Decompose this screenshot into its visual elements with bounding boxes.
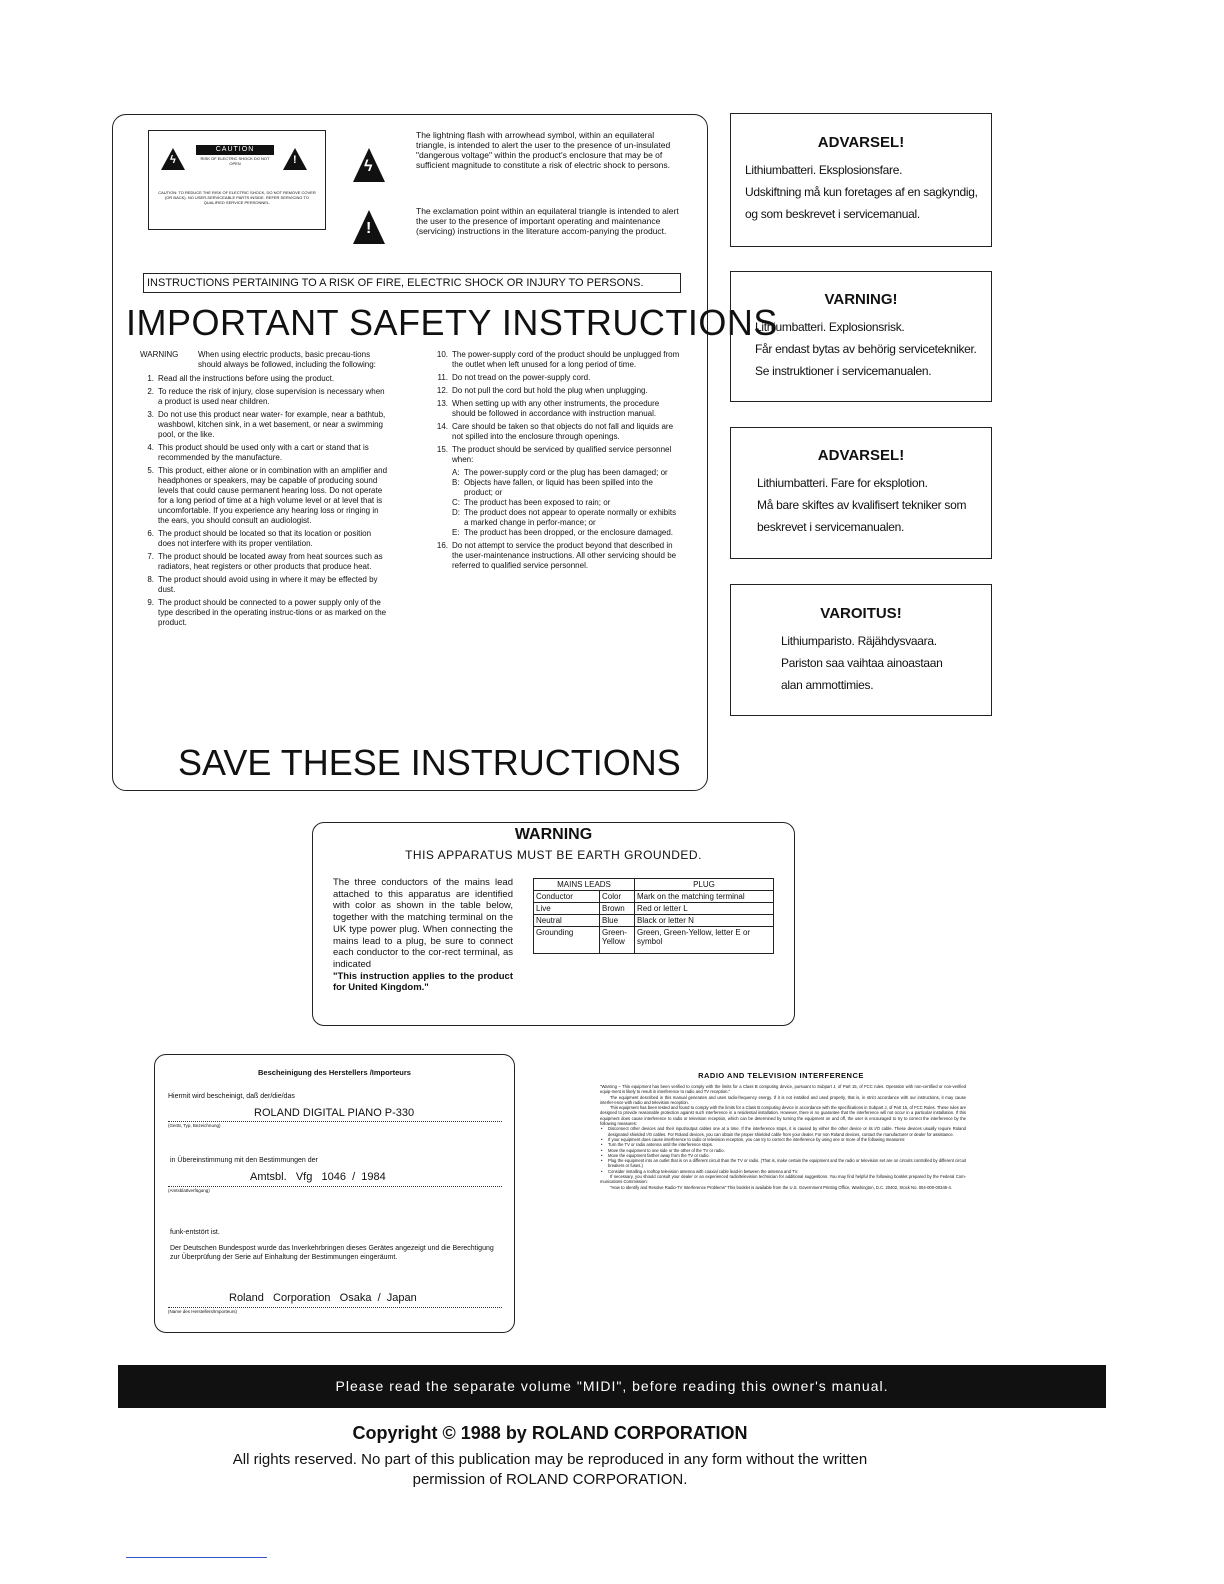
cert-caption1: (Gerät, Typ, Bezeichnung) <box>168 1123 221 1128</box>
rf-bullet: • Move the equipment to one side or the other of the TV or radio. <box>601 1147 725 1153</box>
exclamation-triangle-icon: ! <box>353 210 385 244</box>
earth-warning-subtitle: THIS APPARATUS MUST BE EARTH GROUNDED. <box>405 848 702 862</box>
bullet-icon: • <box>601 1126 603 1132</box>
nordic-line: Får endast bytas av behörig servicetekniker. <box>755 342 977 356</box>
nordic-line: og som beskrevet i servicemanual. <box>745 207 920 221</box>
instruction-item: 4. This product should be used only with a cart or stand that is recommended by the manufacture. <box>147 443 369 462</box>
cert-paragraph: Der Deutschen Bundespost wurde das Inverkehrbringen dieses Gerätes angezeigt und die Berechtigung zur Überprüfung der Serie auf Einhaltung der Bestimmungen eingeräumt. <box>170 1245 494 1261</box>
table-row: Live Brown Red or letter L <box>534 903 774 915</box>
nordic-line: Må bare skiftes av kvalifisert tekniker som <box>757 498 967 512</box>
cert-line3: funk-entstört ist. <box>170 1229 220 1236</box>
instruction-item: 2. To reduce the risk of injury, close supervision is necessary when a product is used near children. <box>147 387 385 406</box>
table-header: Mark on the matching terminal <box>635 891 774 903</box>
left-instruction-list <box>140 374 388 628</box>
service-condition: C: The product has been exposed to rain; or <box>452 498 611 507</box>
instruction-item: 12. Do not pull the cord but hold the plug when unplugging. <box>436 386 648 395</box>
instruction-item: 7. The product should be located away from heat sources such as radiators, heat registers or other products that produce heat. <box>147 552 383 571</box>
caution-sub: RISK OF ELECTRIC SHOCK DO NOT OPEN <box>200 156 270 166</box>
instruction-item: 1. Read all the instructions before using the product. <box>147 374 335 383</box>
service-conditions-list <box>434 468 682 538</box>
caution-text: CAUTION: TO REDUCE THE RISK OF ELECTRIC SHOCK, DO NOT REMOVE COVER (OR BACK). NO USER-SERVICEABLE PARTS INSIDE. REFER SERVICING TO QUALIFIED SERVICE PERSONNEL. <box>158 190 316 205</box>
nordic-title: ADVARSEL! <box>817 134 905 151</box>
nordic-line: beskrevet i servicemanualen. <box>757 520 905 534</box>
cert-caption2: (Amtsblattverfügung) <box>168 1188 210 1193</box>
instruction-item: 11. Do not tread on the power-supply cord. <box>437 373 591 382</box>
cert-line2: in Übereinstimmung mit den Bestimmungen der <box>170 1157 318 1164</box>
table-header: Color <box>600 891 635 903</box>
service-condition: E: The product has been dropped, or the enclosure damaged. <box>452 528 674 537</box>
service-condition: D: The product does not appear to operate normally or exhibits a marked change in perfor-mance; or <box>452 508 677 527</box>
table-row: Neutral Blue Black or letter N <box>534 915 774 927</box>
lightning-warning-icon: ϟ <box>161 148 185 170</box>
table-row: Grounding Green-Yellow Green, Green-Yellow, letter E or symbol <box>534 927 774 954</box>
cert-dotline <box>168 1307 502 1308</box>
right-instruction-list <box>434 350 682 465</box>
nordic-warning-danish <box>730 113 992 247</box>
nordic-title: VARNING! <box>824 291 898 308</box>
instruction-item: 13. When setting up with any other instruments, the procedure should be followed in accordance with instruction manual. <box>436 399 660 418</box>
cert-dotline <box>168 1186 502 1187</box>
midi-notice-bar: Please read the separate volume "MIDI", before reading this owner's manual. <box>118 1365 1106 1408</box>
rf-bullet: • Consider installing a rooftop television antenna with coaxial cable lead-in between the antenna and TV. <box>601 1168 799 1174</box>
instruction-item-16: 16. Do not attempt to service the product beyond that described in the user-maintenance instructions. All other servicing should be referred to qualified service personnel. <box>436 541 677 570</box>
nordic-line: Lithiumparisto. Räjähdysvaara. <box>781 634 937 648</box>
bullet-icon: • <box>601 1158 603 1164</box>
lightning-triangle-icon: ϟ <box>353 148 385 182</box>
bullet-icon: • <box>601 1136 603 1142</box>
instruction-item: 10. The power-supply cord of the product should be unplugged from the outlet when left unused for a long period of time. <box>436 350 680 369</box>
cert-amtsbl: Amtsbl. Vfg 1046 / 1984 <box>250 1171 386 1183</box>
earth-warning-title: WARNING <box>514 826 593 843</box>
nordic-line: Lithiumbatteri. Fare for eksplotion. <box>757 476 928 490</box>
instruction-item: 3. Do not use this product near water- for example, near a bathtub, washbowl, kitchen sink, in a wet basement, or near a swimming pool, or the like. <box>147 410 386 439</box>
right-column <box>434 350 682 574</box>
rf-bullet: • If your equipment does cause interference to radio or television reception, you can try to correct the interference by using one or more of the following measures: <box>601 1136 906 1142</box>
save-instructions-title: SAVE THESE INSTRUCTIONS <box>178 742 681 783</box>
instruction-item: 6. The product should be located so that its location or position does not interfere with its proper ventilation. <box>147 529 372 548</box>
exclamation-symbol-text: The exclamation point within an equilateral triangle is intended to alert the user to the presence of important operating and maintenance (servicing) instructions in the literature accom-panying the product. <box>416 206 679 236</box>
service-condition: B: Objects have fallen, or liquid has been spilled into the product; or <box>452 478 654 497</box>
nordic-line: Pariston saa vaihtaa ainoastaan <box>781 656 943 670</box>
nordic-warning-norwegian <box>730 427 992 559</box>
nordic-line: Udskiftning må kun foretages af en sagkyndig, <box>745 185 978 199</box>
cert-product: ROLAND DIGITAL PIANO P-330 <box>254 1107 415 1119</box>
bullet-icon: • <box>601 1147 603 1153</box>
cert-dotline <box>168 1121 502 1122</box>
cert-maker: Roland Corporation Osaka / Japan <box>229 1292 417 1304</box>
earth-warning-bold: "This instruction applies to the product for United Kingdom." <box>333 970 513 994</box>
nordic-line: Lithiumbatteri. Eksplosionsfare. <box>745 163 903 177</box>
nordic-warning-swedish <box>730 271 992 402</box>
copyright: Copyright © 1988 by ROLAND CORPORATION <box>352 1423 748 1443</box>
bullet-icon: • <box>601 1152 603 1158</box>
instruction-item: 9. The product should be connected to a power supply only of the type described in the operating instruc-tions or as marked on the product. <box>147 598 387 627</box>
warning-text: When using electric products, basic precau-tions should always be followed, including the following: <box>198 350 376 369</box>
rights-statement: All rights reserved. No part of this publication may be reproduced in any form without the written permission of ROLAND CORPORATION. <box>232 1451 868 1488</box>
warning-intro <box>140 350 388 370</box>
instruction-item: 5. This product, either alone or in combination with an amplifier and headphones or speakers, may be capable of producing sound levels that could cause permanent hearing loss. Do not operate for a long period of time at a high volume level or at level that is uncomfortable. If you experience any hearing loss or ringing in the ears, you should consult an audiologist. <box>147 466 388 525</box>
nordic-line: Se instruktioner i servicemanualen. <box>755 364 932 378</box>
rf-bullet: • Plug the equipment into an outlet that is on a different circuit than the TV or radio. (That is, make certain the equipment and the radio or television set are on circuits controlled by different circuit breakers or fuses.) <box>601 1158 966 1169</box>
footer-rule <box>126 1557 267 1558</box>
nordic-title: VAROITUS! <box>820 605 902 622</box>
nordic-title: ADVARSEL! <box>817 447 905 464</box>
instruction-item: 8. The product should avoid using in where it may be effected by dust. <box>147 575 378 594</box>
exclamation-warning-icon: ! <box>283 148 307 170</box>
rf-bullet: • Turn the TV or radio antenna until the interference stops. <box>601 1142 713 1148</box>
cert-title: Bescheinigung des Herstellers /Importeurs <box>258 1068 411 1077</box>
left-column <box>140 350 388 631</box>
instructions-bar: INSTRUCTIONS PERTAINING TO A RISK OF FIRE, ELECTRIC SHOCK OR INJURY TO PERSONS. <box>143 273 681 293</box>
table-group-header: PLUG <box>635 879 774 891</box>
instruction-item: 14. Care should be taken so that objects do not fall and liquids are not spilled into the enclosure through openings. <box>436 422 674 441</box>
caution-word: CAUTION <box>196 145 274 155</box>
cert-line1: Hiermit wird bescheinigt, daß der/die/das <box>168 1093 295 1100</box>
rf-bullet: • Disconnect other devices and their input/output cables one at a time. If the interference stops, it is caused by either the other device or its I/O cable. These devices usually require Roland designated shielded I/O cables. For Roland devices, you can obtain the proper shielded cable from your dealer. For non Roland devices, contact the manufacturer or dealer for assistance. <box>601 1126 966 1137</box>
lightning-symbol-text: The lightning flash with arrowhead symbol, within an equilateral triangle, is intended to alert the user to the presence of un-insulated "dangerous voltage" within the product's enclosure that may be of sufficient magnitude to constitute a risk of electric shock to persons. <box>416 130 671 170</box>
cert-caption3: (Name des Herstellers/Importeurs) <box>168 1309 238 1314</box>
nordic-line: alan ammottimies. <box>781 678 874 692</box>
mains-leads-table <box>533 878 774 954</box>
bullet-icon: • <box>601 1142 603 1148</box>
table-header: Conductor <box>534 891 600 903</box>
warning-label: WARNING <box>140 350 179 359</box>
page-title: IMPORTANT SAFETY INSTRUCTIONS <box>126 302 778 343</box>
bullet-icon: • <box>601 1168 603 1174</box>
rf-bullet-list <box>600 1126 966 1174</box>
instruction-item: 15. The product should be serviced by qualified service personnel when: <box>436 445 672 464</box>
nordic-line: Lithiumbatteri. Explosionsrisk. <box>755 320 905 334</box>
nordic-warning-finnish <box>730 584 992 716</box>
rf-title: RADIO AND TELEVISION INTERFERENCE <box>698 1071 864 1080</box>
service-condition: A: The power-supply cord or the plug has been damaged; or <box>452 468 668 477</box>
table-group-header: MAINS LEADS <box>534 879 635 891</box>
rf-bullet: • Move the equipment farther away from the TV or radio. <box>601 1152 710 1158</box>
rf-body: "Warning – This equipment has been verified to comply with the limits for a Class B computing device, pursuant to Subpart J, of Part 15, of FCC rules. Operation with non-certified or non-verified equip-ment is likely to result in interference to radio and TV reception." The equipment described in this manual generates and uses radio-frequency energy. If it is not installed and used properly, that is, in strict accordance with our instructions, it may cause interfer-ence with radio and television reception. This equipment has been tested and found to comply with the limits for a Class B computing device in accordance with the specifications in Subpart J, of Part 15, of FCC Rules. These rules are designed to provide reasonable protection against such interference in a residential installation. However, there is no guarantee that the interference will not occur in a particular installation. If this equipment does cause interference to radio or television reception, which can be determined by turning the equipment on and off, the user is encouraged to try to correct the interference by the following measures: • Disconnect other devices and their input/output cables one at a time. If the interference stops, it is caused by either the other device or its I/O cable. These devices usually require Roland designated shielded I/O cables. For Roland devices, you can obtain the proper shielded cable from your dealer. For non Roland devices, contact the manufacturer or dealer for assistance. • If your equipment does cause interference to radio or television reception, you can try to correct the interference by using one or more of the following measures: • Turn the TV or radio antenna until the interference stops. • Move the equipment to one side or the other of the TV or radio. • Move the equipment farther away from the TV or radio. • Plug the equipment into an outlet that is on a different circuit than the TV or radio. (That is, make certain the equipment and the radio or television set are on circuits controlled by different circuit breakers or fuses.) • Consider installing a rooftop television antenna with coaxial cable lead-in between the antenna and TV. If necessary, you should consult your dealer or an experienced radio/television technician for additional suggestions. You may find helpful the following booklet prepared by the Federal Com-munications Commission: "How to Identify and Resolve Radio-TV Interference Problems" This booklet is available from the U.S. Government Printing Office, Washington, D.C. 20402, Stock No. 004-000-00345-4. <box>600 1084 966 1190</box>
earth-warning-text: The three conductors of the mains lead attached to this apparatus are identified with color as shown in the table below, together with the matching terminal on the UK type power plug. When connecting the mains lead to a plug, be sure to connect each conductor to the cor-rect terminal, as indicated "This instruction applies to the product for United Kingdom." <box>333 877 513 994</box>
